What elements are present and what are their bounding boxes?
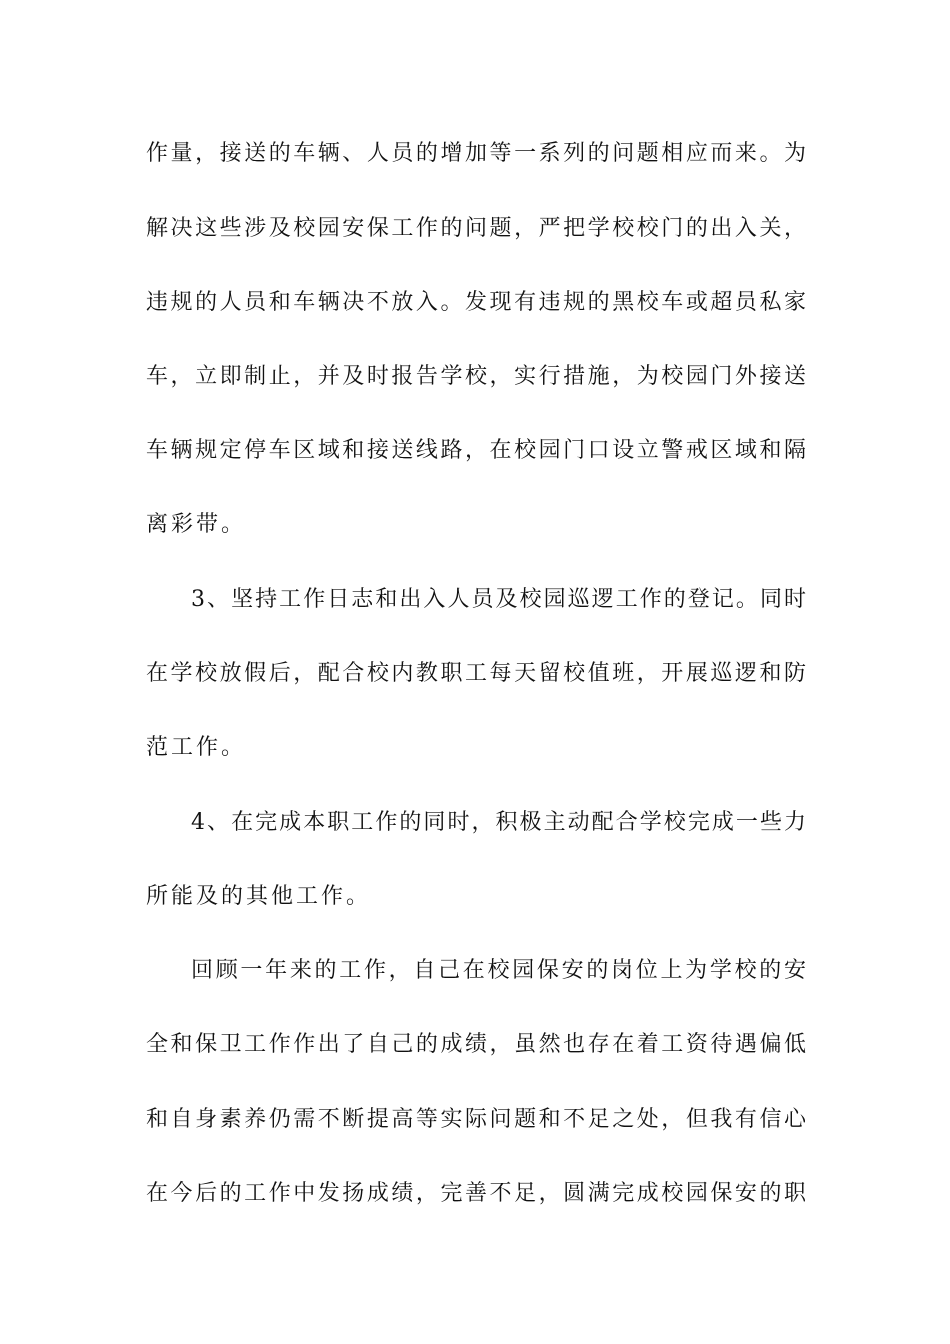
text-line: 车辆规定停车区域和接送线路，在校园门口设立警戒区域和隔 [146,438,806,463]
text-line: 3、坚持工作日志和出入人员及校园巡逻工作的登记。同时 [191,587,806,612]
text-line: 解决这些涉及校园安保工作的问题，严把学校校门的出入关， [146,216,806,241]
text-line: 违规的人员和车辆决不放入。发现有违规的黑校车或超员私家 [146,290,806,315]
text-line: 作量，接送的车辆、人员的增加等一系列的问题相应而来。为 [146,141,806,166]
text-line: 和自身素养仍需不断提高等实际问题和不足之处，但我有信心 [146,1107,806,1132]
text-line: 回顾一年来的工作，自己在校园保安的岗位上为学校的安 [191,958,806,983]
text-line: 在学校放假后，配合校内教职工每天留校值班，开展巡逻和防 [146,661,806,686]
text-line: 范工作。 [146,735,247,760]
text-line: 全和保卫工作作出了自己的成绩，虽然也存在着工资待遇偏低 [146,1032,806,1057]
text-line: 在今后的工作中发扬成绩，完善不足，圆满完成校园保安的职 [146,1181,806,1206]
text-line: 所能及的其他工作。 [146,884,372,909]
text-line: 离彩带。 [146,512,247,537]
text-line: 车，立即制止，并及时报告学校，实行措施，为校园门外接送 [146,364,806,389]
text-line: 4、在完成本职工作的同时，积极主动配合学校完成一些力 [191,810,806,835]
